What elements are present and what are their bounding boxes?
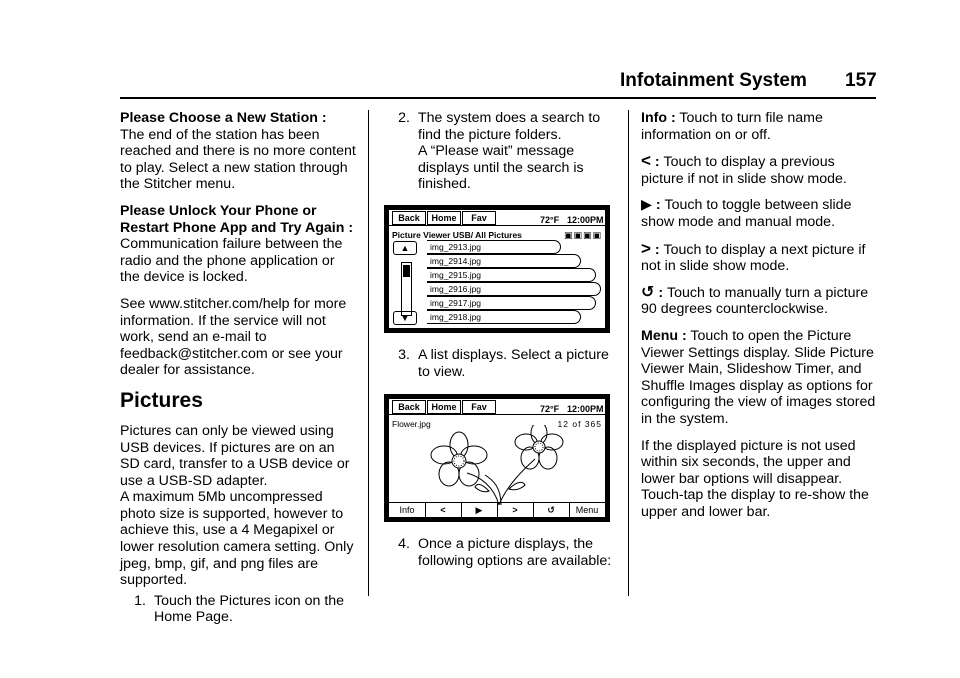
menu-label: Menu :	[641, 327, 687, 344]
previous-text: Touch to display a previous picture if not in slide show mode.	[641, 154, 847, 187]
temperature: 72°F	[540, 214, 560, 225]
paragraph-new-station	[120, 110, 356, 193]
scrollbar[interactable]	[401, 262, 412, 316]
option-play: ▶ : Touch to toggle between slide show mode and manual mode.	[641, 197, 852, 230]
temperature: 72°F	[540, 404, 560, 415]
play-icon: ▶	[641, 197, 652, 214]
picture-counter: 12 of 365	[557, 419, 602, 430]
option-next: > : Touch to display a next picture if not in slide show mode.	[641, 238, 866, 275]
label-new-station: Please Choose a New Station :	[120, 110, 327, 126]
fav-button[interactable]: Fav	[462, 211, 496, 225]
info-label: Info :	[641, 110, 676, 126]
rotate-icon[interactable]: ↺	[533, 503, 570, 517]
screen-bottom-bar	[389, 502, 605, 517]
column-divider	[368, 110, 369, 596]
play-icon[interactable]: ▶	[461, 503, 498, 517]
step-text: The system does a search to find the picture folders. A “Please wait” message displays until the search is finished.	[418, 110, 601, 193]
step-text: Touch the Pictures icon on the Home Page.	[154, 592, 345, 626]
step-1	[120, 593, 356, 626]
file-name: Flower.jpg	[392, 419, 431, 430]
view-mode-icons[interactable]: ▣▣▣▣	[563, 229, 602, 240]
list-item[interactable]: img_2915.jpg	[427, 268, 596, 282]
screen-top-bar	[389, 399, 605, 415]
header-rule	[120, 97, 876, 99]
step-3	[384, 347, 616, 380]
next-icon: >	[641, 238, 651, 258]
page-number: 157	[845, 70, 877, 91]
section-title-pictures: Pictures	[120, 388, 203, 412]
previous-icon: <	[641, 151, 651, 171]
paragraph-auto-hide: If the displayed picture is not used within six seconds, the upper and lower bar options will disappear. Touch-tap the display to re-show the upper and lower bar.	[641, 437, 869, 520]
list-item[interactable]: img_2917.jpg	[427, 296, 596, 310]
list-item[interactable]: img_2913.jpg	[427, 240, 561, 254]
scroll-down-button[interactable]: ▼	[393, 311, 417, 325]
back-button[interactable]: Back	[392, 211, 426, 225]
info-text: Touch to turn file name information on or off.	[641, 110, 823, 143]
menu-text: Touch to open the Picture Viewer Settings display. Slide Picture Viewer Main, Slideshow Timer, and Shuffle Images display as options for configuring the view of images stored in the system.	[641, 327, 876, 427]
column-divider	[628, 110, 629, 596]
rotate-text: Touch to manually turn a picture 90 degrees counterclockwise.	[641, 284, 869, 318]
clock: 12:00PM	[567, 404, 604, 415]
screen-picture-list	[384, 205, 610, 333]
screen-top-bar	[389, 210, 605, 226]
option-info	[641, 110, 877, 143]
scroll-thumb[interactable]	[403, 265, 410, 277]
option-menu	[641, 328, 877, 428]
step-number: 4.	[398, 536, 410, 553]
clock: 12:00PM	[567, 214, 604, 225]
list-item[interactable]: img_2914.jpg	[427, 254, 581, 268]
paragraph-photo-size: A maximum 5Mb uncompressed photo size is supported, however to achieve this, use a 4 Megapixel or lower resolution camera setting. Only jpeg, bmp, gif, and png files are supported.	[120, 489, 354, 589]
scroll-up-button[interactable]: ▲	[393, 241, 417, 255]
next-text: Touch to display a next picture if not in slide show mode.	[641, 241, 866, 275]
home-button[interactable]: Home	[427, 211, 461, 225]
column-1	[120, 110, 356, 630]
header-title: Infotainment System	[620, 70, 807, 91]
step-number: 3.	[398, 346, 410, 363]
home-button[interactable]: Home	[427, 400, 461, 414]
info-button[interactable]: Info	[389, 503, 426, 517]
step-4	[384, 536, 616, 569]
step-2	[384, 110, 616, 193]
screen-picture-view	[384, 394, 610, 522]
step-number: 1.	[134, 592, 146, 609]
list-item[interactable]: img_2918.jpg	[427, 310, 581, 324]
rotate-icon: ↺	[641, 283, 655, 301]
step-text: Once a picture displays, the following options are available:	[418, 536, 612, 569]
next-icon[interactable]: >	[497, 503, 534, 517]
label-unlock-phone: Please Unlock Your Phone or Restart Phone App and Try Again :	[120, 202, 354, 236]
column-2	[384, 110, 616, 573]
play-text: Touch to toggle between slide show mode and manual mode.	[641, 197, 852, 230]
back-button[interactable]: Back	[392, 400, 426, 414]
option-previous: < : Touch to display a previous picture if not in slide show mode.	[641, 151, 847, 187]
menu-button[interactable]: Menu	[575, 505, 599, 516]
option-rotate: ↺ : Touch to manually turn a picture 90 degrees counterclockwise.	[641, 283, 869, 318]
paragraph-unlock-phone	[120, 203, 356, 286]
screen-subtitle: Picture Viewer USB/ All Pictures	[392, 229, 522, 240]
step-number: 2.	[398, 110, 410, 126]
previous-icon[interactable]: <	[425, 503, 462, 517]
column-3	[641, 110, 877, 530]
fav-button[interactable]: Fav	[462, 400, 496, 414]
paragraph-usb-devices: Pictures can only be viewed using USB devices. If pictures are on an SD card, transfer to a USB device or use a USB-SD adapter.	[120, 422, 350, 489]
text-unlock-phone: Communication failure between the radio and the phone application or the device is locked.	[120, 236, 343, 286]
paragraph-stitcher-help: See www.stitcher.com/help for more information. If the service will not work, send an e-mail to feedback@stitcher.com or see your dealer for assistance.	[120, 295, 347, 379]
list-item[interactable]: img_2916.jpg	[427, 282, 601, 296]
step-text: A list displays. Select a picture to view.	[418, 346, 609, 380]
text-new-station: The end of the station has been reached and there is no more content to play. Select a new station through the Stitcher menu.	[120, 126, 356, 193]
flower-picture	[389, 425, 605, 505]
